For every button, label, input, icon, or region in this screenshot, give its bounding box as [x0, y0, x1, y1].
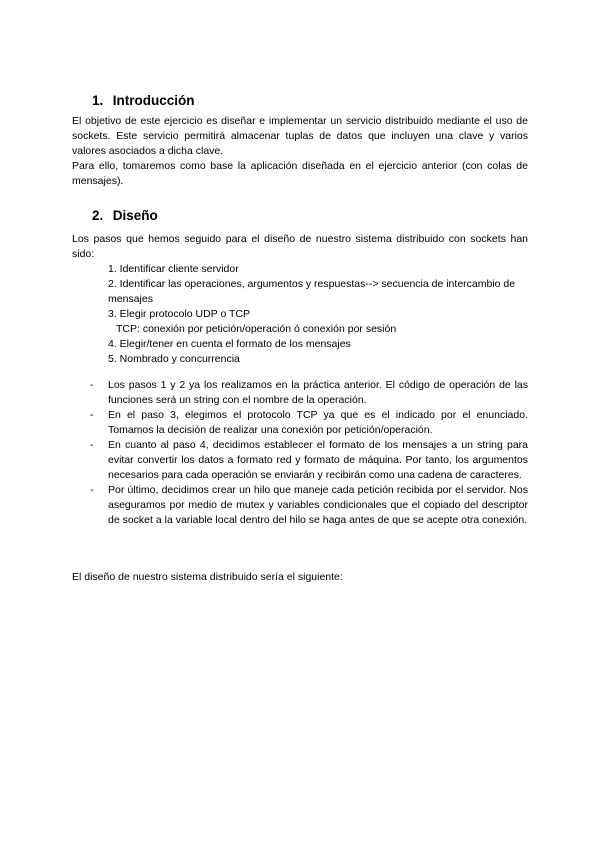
design-step: 5. Nombrado y concurrencia: [108, 353, 240, 365]
decision-item: [72, 378, 528, 408]
section-2-number: 2.: [92, 208, 104, 223]
bullet-marker: -: [90, 484, 94, 496]
design-decisions-list: [72, 378, 528, 528]
design-step: 2. Identificar las operaciones, argumentos y respuestas--> secuencia de intercambio de mensajes: [108, 278, 516, 305]
design-step: 3. Elegir protocolo UDP o TCP: [108, 308, 251, 320]
closing-paragraph: El diseño de nuestro sistema distribuido sería el siguiente:: [72, 571, 343, 583]
intro-paragraph-1: El objetivo de este ejercicio es diseñar e implementar un servicio distribuido mediante el uso de sockets. Este servicio permitirá almacenar tuplas de datos que incluyen una clave y varios valores asociados a dicha clave.: [72, 115, 528, 157]
design-step: 1. Identificar cliente servidor: [108, 263, 239, 275]
decision-text: En el paso 3, elegimos el protocolo TCP ya que es el indicado por el enunciado. Tomamos la decisión de realizar una conexión por petición/operación.: [108, 409, 528, 436]
decision-item: [72, 483, 528, 528]
bullet-marker: -: [90, 439, 94, 451]
section-1-heading: [92, 92, 195, 110]
section-1-number: 1.: [92, 93, 104, 108]
design-intro-paragraph: Los pasos que hemos seguido para el diseño de nuestro sistema distribuido con sockets han sido:: [72, 233, 528, 260]
intro-paragraph-2: Para ello, tomaremos como base la aplicación diseñada en el ejercicio anterior (con colas de mensajes).: [72, 160, 528, 187]
bullet-marker: -: [90, 379, 94, 391]
decision-text: Los pasos 1 y 2 ya los realizamos en la práctica anterior. El código de operación de las funciones será un string con el nombre de la operación.: [108, 379, 528, 406]
design-step-note: TCP: conexión por petición/operación ó conexión por sesión: [116, 323, 397, 335]
design-steps-list: [108, 262, 528, 367]
decision-text: En cuanto al paso 4, decidimos establecer el formato de los mensajes a un string para evitar convertir los datos a formato red y formato de máquina. Por tanto, los argumentos necesarios para cada operación se enviarán y recibirán como una cadena de caracteres.: [108, 439, 528, 481]
decision-text: Por último, decidimos crear un hilo que maneje cada petición recibida por el servidor. Nos aseguramos por medio de mutex y variables condicionales que el copiado del descriptor de socket a la variable local dentro del hilo se haga antes de que se acepte otra conexión.: [108, 484, 528, 526]
section-2-heading: [92, 207, 158, 225]
design-step: 4. Elegir/tener en cuenta el formato de los mensajes: [108, 338, 351, 350]
section-1-title: Introducción: [112, 93, 195, 108]
decision-item: [72, 408, 528, 438]
decision-item: [72, 438, 528, 483]
bullet-marker: -: [90, 409, 94, 421]
section-2-title: Diseño: [112, 208, 158, 223]
